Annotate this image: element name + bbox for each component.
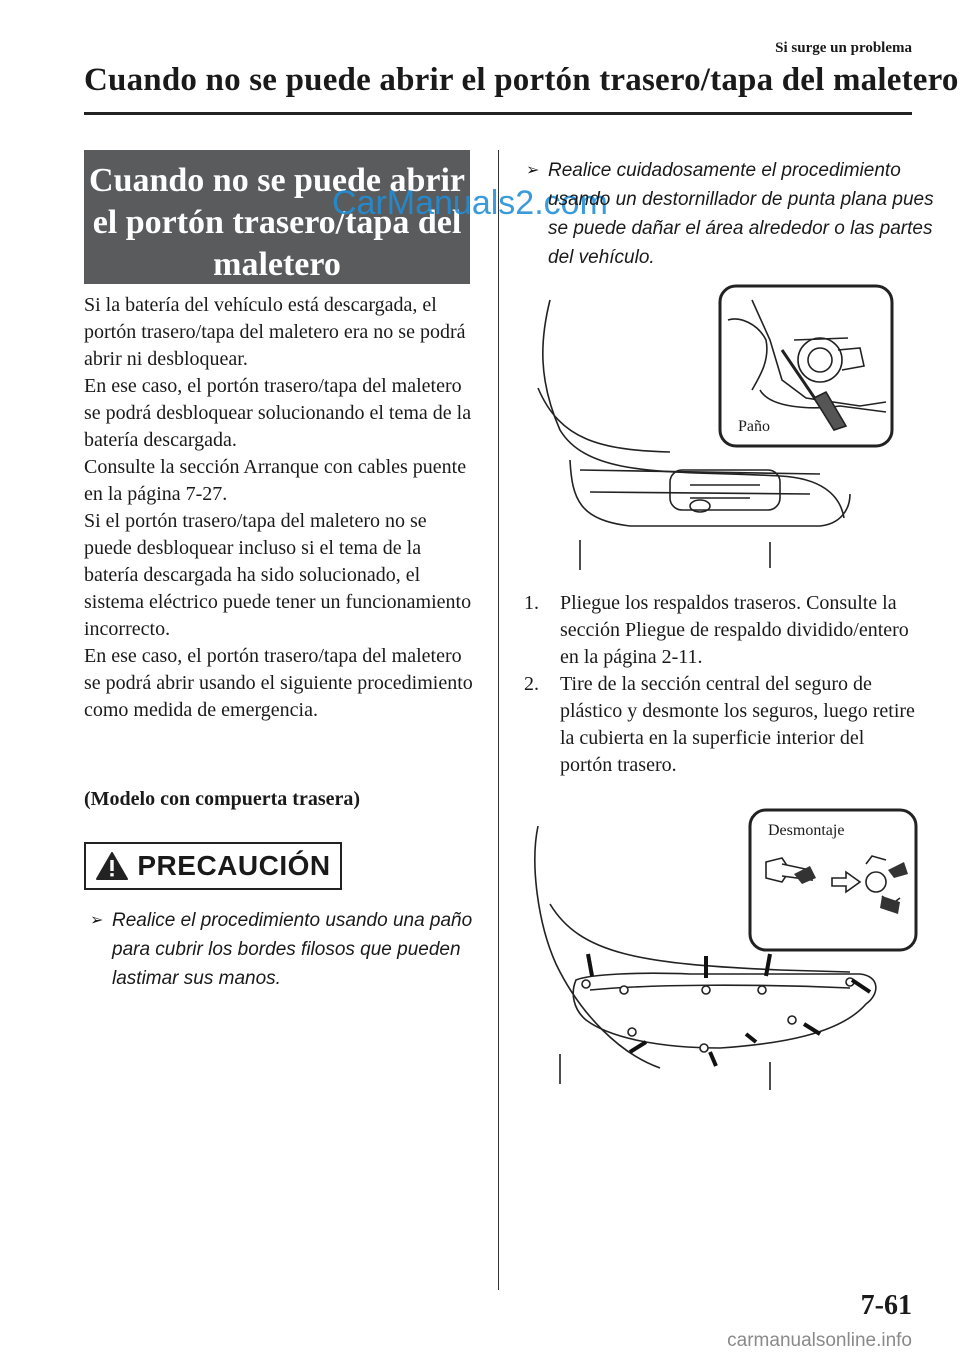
cover-clips-illustration [520, 804, 920, 1094]
note-marker-icon: ➢ [90, 912, 104, 929]
page-number: 7-61 [860, 1290, 912, 1321]
cloth-callout-label: Paño [738, 418, 770, 435]
section-kicker: Si surge un problema [775, 40, 912, 56]
intro-paragraph: En ese caso, el portón trasero/tapa del maletero se podrá abrir usando el siguiente procedimiento como medida de emergencia. [84, 645, 473, 721]
warning-triangle-icon [95, 851, 129, 881]
intro-paragraph: En ese caso, el portón trasero/tapa del maletero se podrá desbloquear solucionando el tema de la batería descargada. [84, 375, 472, 451]
removal-callout-label: Desmontaje [768, 822, 845, 839]
step-text: Pliegue los respaldos traseros. Consulte la sección Pliegue de respaldo dividido/entero en la página 2-11. [560, 592, 909, 668]
caution-box [84, 842, 342, 890]
intro-paragraph: Consulte la sección Arranque con cables puente en la página 7-27. [84, 456, 467, 505]
intro-paragraph: Si el portón trasero/tapa del maletero no se puede desbloquear incluso si el tema de la batería descargada ha sido solucionado, el sistema eléctrico puede tener un funcionamiento incorrecto. [84, 510, 472, 640]
note-marker-icon: ➢ [526, 162, 540, 179]
model-heading: (Modelo con compuerta trasera) [84, 788, 361, 810]
step-item [520, 671, 920, 779]
section-title-line-3: maletero [213, 246, 341, 283]
header-rule [84, 112, 912, 115]
caution-title: PRECAUCIÓN [137, 850, 331, 881]
intro-paragraph: Si la batería del vehículo está descargada, el portón trasero/tapa del maletero era no se podrá abrir ni desbloquear. [84, 294, 466, 370]
column-divider [498, 150, 499, 1290]
step-text: Tire de la sección central del seguro de plástico y desmonte los seguros, luego retire la cubierta en la superficie interior del portón trasero. [560, 673, 915, 776]
intro-text [84, 292, 476, 724]
caution-note-right [520, 156, 938, 272]
footer-site: carmanualsonline.info [727, 1330, 912, 1351]
running-title: Cuando no se puede abrir el portón trasero/tapa del maletero [84, 62, 959, 98]
caution-note-text: Realice cuidadosamente el procedimiento usando un destornillador de punta plana pues se puede dañar el área alrededor o las partes del vehículo. [548, 160, 934, 268]
caution-note-text: Realice el procedimiento usando una paño para cubrir los bordes filosos que pueden lastimar sus manos. [112, 910, 473, 989]
steps-list [520, 590, 920, 779]
step-item [520, 590, 920, 671]
cloth-screwdriver-illustration [520, 280, 900, 580]
section-title-line-2: el portón trasero/tapa del [92, 204, 462, 241]
watermark: CarManuals2.com [332, 184, 608, 222]
step-number: 1. [524, 592, 539, 614]
section-title-line-1: Cuando no se puede abrir [89, 162, 465, 199]
caution-note-left [84, 906, 482, 993]
step-number: 2. [524, 673, 539, 695]
